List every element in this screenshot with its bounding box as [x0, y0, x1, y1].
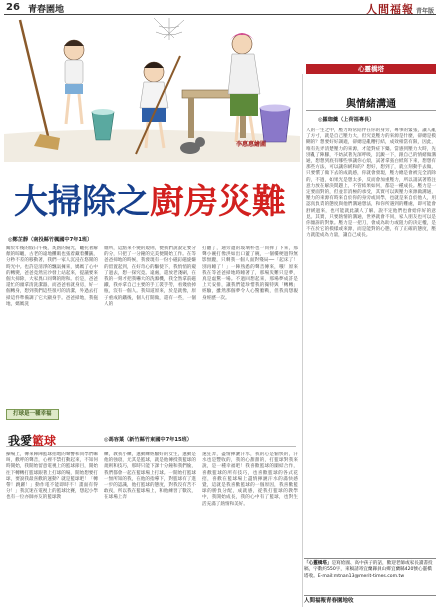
note-text: 是寫給國、高中孩子的話，歡迎老師或家長讀書投稿，字數約550字，來稿請寄宜蘭縣員山鄉宜蘭縣420號心靈橋塔收。E-mail: — [304, 561, 433, 579]
article-body-col-2: 廁所，這點來不變的規則，便我們說說定要分的分，只把了一分鐘的完美便開始工作。在等爸爸掃地的時候，我發現有一份小磁釘磁旋嫌的留置起到，在好奇心的驅使下，我悄悄的窺了過去，想一探究竟。遠處，還放老淺刷，在我的一刻才把我嚇大的洗滌機，我全然拿前磁鐵，我亦拿自己主要的手工裝手勞，看幾放掉瓶，沒有一個人。我知道原來，於是就像，原子重成的鐵後，個人打開做，還有一些，一個人的 — [104, 246, 196, 307]
column-body: 人的一生之中，壓力時常陪伴在你的身旁，專事的緊張，讓人亂了方寸，就是自己壓力大，但究竟壓力的來源是什麼，卻總是模糊的？想要好好調適，卻總是亂糟打結，成效相當有限，因此，唯有先弄清楚壓力的來源，才能對症下藥。當感到壓力大時，先別亂了陣腳，不妨試著先深呼吸，沉澱一下，跟自己的情緒做溝通，想想到底有哪些事讓你心煩，試著拿張白紙寫下來，想想有那些方法，可以讓你緩和的？想好，想到了，就立刻動手去做，只要慣了做下去的成就感，你就會發現，壓力總是會被完全消除的，不過，如果光是想太多，反而會加重壓力，所以請試著將注意力放在解決問題上，不管結果如何，都是一種成長。壓力是一定要面對的，但並非消極的承受，其實可以與壓力來源做溝通，壓力的來源有時來自於你的身旁或同學，也就是來自於他人，用認真負責的態度與他們溝通想法，和你所遇到的難處，即可能會舒緩過來，也可能就此讓人了解，說不定他們也會給你好的意見。其實，只要熱情的溝通，世界就會不同，家人朋友也可以是你傾訴的對象。壓力是一把刀，會成為助力或阻力的決定權，是不在於它的模樣或來源，而是能對的心態，有了正確的態度，壓力就能成為力量，讓自己成長。 — [306, 128, 436, 239]
section-ribbon: 打球是一種幸福 — [6, 409, 59, 420]
note-footer: 人間福報青春園地收 — [304, 598, 354, 604]
illustration-credit: 李惠惠繪圖 — [236, 141, 267, 148]
article2-title-part-2: 籃球 — [32, 434, 57, 448]
newspaper-name: 人間福報 — [365, 3, 414, 16]
column-banner: 心靈橋塔 — [306, 64, 436, 74]
section-name: 青春園地 — [28, 5, 65, 15]
article2-title-part-1: 我愛 — [8, 434, 33, 448]
page-number: 26 — [6, 2, 20, 13]
header-rule — [4, 14, 436, 15]
article2-byline: ◎馮容葉（新竹縣竹東國中7年15班） — [104, 437, 192, 443]
article-body-col-3: 打翻了，通旁邊的玻璃杯也一同摔了下來，那聲小碗打像洪如出口蓋了碗，一個樓梗過得無影無蹤，只剩我一個人面對殘局──「起床了！別再睡了！」一陣熟悉的聲音傳來，哦！原來我在等爸爸掃地時睡著了，那場災難只是夢，真是虛驚一場。不過回想起來，那場夢成許是上天安排，讓我們能珍惜我的獨特與「轉轉」經驗，雖然那個夢令人心驚膽戰，但我真想親身經歷一次。 — [202, 246, 298, 301]
column-byline: ◎羅珈羹（上荷福專長） — [318, 117, 375, 123]
note-email[interactable]: mtnan13@merit-times.com.tw — [333, 573, 405, 579]
submission-note — [304, 558, 436, 596]
column-title: 與情緒溝通 — [346, 99, 396, 110]
article-body-col-1: 關於年後的假日午後，炙熱的陽光，曬托著解顏的晾曬，古老的遠地攤販也張着藏着攤籤，分秒不差的移動著，我們一家人沉浸在悠閒的時光中。也許是清淨的飄氣擁來，媽媽了心中的轉變，爸爸竟然宣沙發上站起來，提議要來個大掃除，大家異口同聲的附和。於是，爸爸還忙的頭拿清洗潔器，而爸爸看就身房，好一個轉身，想到我們這些很可的清潔，外過去打掃這件準備調了它大顯身手。爸爸掃地，我拖地，媽媽洗 — [6, 246, 98, 307]
column-divider — [302, 74, 303, 607]
note-label: 「心靈橋塔」 — [304, 561, 332, 566]
article2-body-col-1: 操場上，傳來陣陣籃球拍地的聲響和同學們嘛叫，歡呼的聲音，心裡不禁打動起來，不知何時開始，我開始留意電視上的籃球節目，開始往下轉轉打籃球跟著上打球的場，開始想要打球，要說我最喜歡的運動？就是籃球吧！「轉帶！跳躍！」動作電不能即時不！畫面有得分！」我沉迷在電視上的籃球比賽，想起小學也有一位亦師亦友的籃球教 — [6, 452, 98, 501]
article-byline: ◎鄭芷靜（南投縣竹楓國中7年1班） — [8, 237, 93, 243]
article2-body-col-3: 速狂奔，盡情揮灑汗水，我的心是愉快的，汗水也是豐收的，我的心甜甜的，打籃球對我來說，是一種幸福吧！我喜歡籃球的團結合作，喜歡籃球的所有技巧，也喜歡籃球的各式花招，喜歡在籃球場上盡情揮灑汗水的滿快感覺，這就是我喜歡籃球的一個原因，我喜歡籃球的勝負分配，成就感，從我打籃球的教學中，我開始成長，我的心中有了籃球，也對生活充滿了熱情和美好。 — [202, 452, 298, 507]
edition-label: 青年版 — [415, 8, 434, 15]
column-title-rule — [306, 110, 436, 111]
title-part-1: 大掃除之 — [14, 182, 150, 222]
article2-body-col-2: 練，教我小練，運動練經驗好的女生，運動是他的強項，尤其是籃球，就是他傳授我籃球的規則和技巧，那時只能下課十分鐘和我們偷，我們都會一起在籃球場上打球。一開始打籃球一無所知的我，在他的指導下，對籃球有了進一步的認識，他打籃球的態度，對我沒有苦不敢夜，所以我在籃球場上，和他練習了數次，在球場上奔 — [104, 452, 196, 501]
title-part-2: 廚房災難 — [150, 182, 286, 222]
article-title — [0, 174, 300, 223]
article2-rule — [6, 446, 296, 447]
